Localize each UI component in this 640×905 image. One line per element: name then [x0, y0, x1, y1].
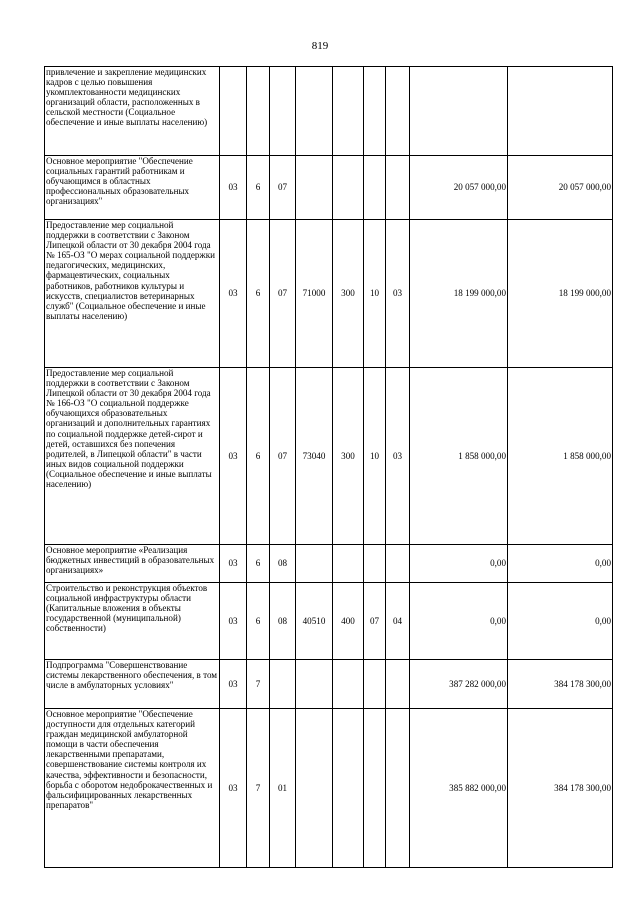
cell-e: [333, 709, 364, 868]
cell-name: Основное мероприятие "Обеспечение социальных гарантий работникам и обучающимся в областных профессиональных образовательных организациях": [45, 156, 220, 220]
cell-name: Основное мероприятие "Обеспечение доступности для отдельных категорий граждан медицинской амбулаторной помощи в части обеспечения лекарственными препаратами, совершенствование системы контроля их качества, эффективности и безопасности, борьба с оборотом недоброкачественных и фальсифицированных лекарственных препаратов": [45, 709, 220, 868]
cell-b: 6: [247, 583, 270, 660]
table-row: [45, 709, 613, 868]
cell-a: [220, 67, 247, 156]
cell-f: [364, 660, 386, 709]
cell-e: [333, 156, 364, 220]
cell-c: 08: [270, 583, 296, 660]
cell-f: 10: [364, 368, 386, 545]
cell-sum2: 384 178 300,00: [508, 709, 613, 868]
cell-a: 03: [220, 545, 247, 583]
cell-b: 6: [247, 545, 270, 583]
cell-f: 07: [364, 583, 386, 660]
cell-e: 300: [333, 220, 364, 368]
cell-g: 03: [386, 368, 410, 545]
cell-name: привлечение и закрепление медицинских кадров с целью повышения укомплектованности медицинских организаций области, расположенных в сельской местности (Социальное обеспечение и иные выплаты населению): [45, 67, 220, 156]
table-row: [45, 156, 613, 220]
table-row: [45, 220, 613, 368]
table-body: [45, 67, 613, 868]
cell-sum2: 1 858 000,00: [508, 368, 613, 545]
cell-c: [270, 660, 296, 709]
cell-a: 03: [220, 660, 247, 709]
cell-e: [333, 67, 364, 156]
cell-d: 73040: [296, 368, 333, 545]
cell-sum1: 18 199 000,00: [410, 220, 508, 368]
cell-a: 03: [220, 368, 247, 545]
cell-c: 07: [270, 368, 296, 545]
cell-sum1: 1 858 000,00: [410, 368, 508, 545]
cell-b: 6: [247, 368, 270, 545]
cell-name: Основное мероприятие «Реализация бюджетных инвестиций в образовательных организациях»: [45, 545, 220, 583]
cell-name: Предоставление мер социальной поддержки в соответствии с Законом Липецкой области от 30 декабря 2004 года № 165-ОЗ "О мерах социальной поддержки педагогических, медицинских, фармацевтических, социальных работников, работников культуры и искусств, специалистов ветеринарных служб" (Социальное обеспечение и иные выплаты населению): [45, 220, 220, 368]
cell-b: 6: [247, 220, 270, 368]
cell-a: 03: [220, 583, 247, 660]
cell-g: [386, 709, 410, 868]
cell-sum1: 0,00: [410, 583, 508, 660]
cell-sum2: 0,00: [508, 583, 613, 660]
cell-sum1: 385 882 000,00: [410, 709, 508, 868]
page-number: 819: [311, 40, 329, 52]
cell-sum1: 20 057 000,00: [410, 156, 508, 220]
cell-d: [296, 156, 333, 220]
cell-g: [386, 660, 410, 709]
cell-sum1: 0,00: [410, 545, 508, 583]
cell-sum2: 18 199 000,00: [508, 220, 613, 368]
cell-a: 03: [220, 156, 247, 220]
table-row: [45, 67, 613, 156]
cell-name: Подпрограмма "Совершенствование системы лекарственного обеспечения, в том числе в амбулаторных условиях": [45, 660, 220, 709]
cell-d: [296, 709, 333, 868]
cell-b: 7: [247, 660, 270, 709]
cell-sum2: 20 057 000,00: [508, 156, 613, 220]
cell-b: 6: [247, 156, 270, 220]
cell-d: [296, 660, 333, 709]
cell-g: [386, 67, 410, 156]
cell-sum1: 387 282 000,00: [410, 660, 508, 709]
cell-g: [386, 156, 410, 220]
cell-e: [333, 660, 364, 709]
cell-f: [364, 67, 386, 156]
cell-d: [296, 67, 333, 156]
cell-a: 03: [220, 709, 247, 868]
cell-sum2: 0,00: [508, 545, 613, 583]
cell-f: [364, 545, 386, 583]
table-row: [45, 545, 613, 583]
cell-d: [296, 545, 333, 583]
cell-d: 71000: [296, 220, 333, 368]
cell-c: 07: [270, 156, 296, 220]
cell-name: Предоставление мер социальной поддержки в соответствии с Законом Липецкой области от 30 декабря 2004 года № 166-ОЗ "О социальной поддержке обучающихся образовательных организаций и дополнительных гарантиях по социальной поддержке детей-сирот и детей, оставшихся без попечения родителей, в Липецкой области" в части иных видов социальной поддержки (Социальное обеспечение и иные выплаты населению): [45, 368, 220, 545]
cell-g: 04: [386, 583, 410, 660]
cell-g: 03: [386, 220, 410, 368]
cell-b: 7: [247, 709, 270, 868]
cell-e: 300: [333, 368, 364, 545]
cell-e: [333, 545, 364, 583]
cell-sum2: [508, 67, 613, 156]
cell-e: 400: [333, 583, 364, 660]
cell-a: 03: [220, 220, 247, 368]
cell-g: [386, 545, 410, 583]
cell-d: 40510: [296, 583, 333, 660]
cell-sum2: 384 178 300,00: [508, 660, 613, 709]
table-row: [45, 368, 613, 545]
cell-sum1: [410, 67, 508, 156]
cell-c: 07: [270, 220, 296, 368]
cell-c: 08: [270, 545, 296, 583]
table-row: [45, 583, 613, 660]
budget-table: [44, 66, 613, 868]
cell-f: 10: [364, 220, 386, 368]
cell-c: 01: [270, 709, 296, 868]
cell-name: Строительство и реконструкция объектов социальной инфраструктуры области (Капитальные вложения в объекты государственной (муниципальной) собственности): [45, 583, 220, 660]
cell-b: [247, 67, 270, 156]
cell-f: [364, 709, 386, 868]
cell-f: [364, 156, 386, 220]
table-row: [45, 660, 613, 709]
cell-c: [270, 67, 296, 156]
